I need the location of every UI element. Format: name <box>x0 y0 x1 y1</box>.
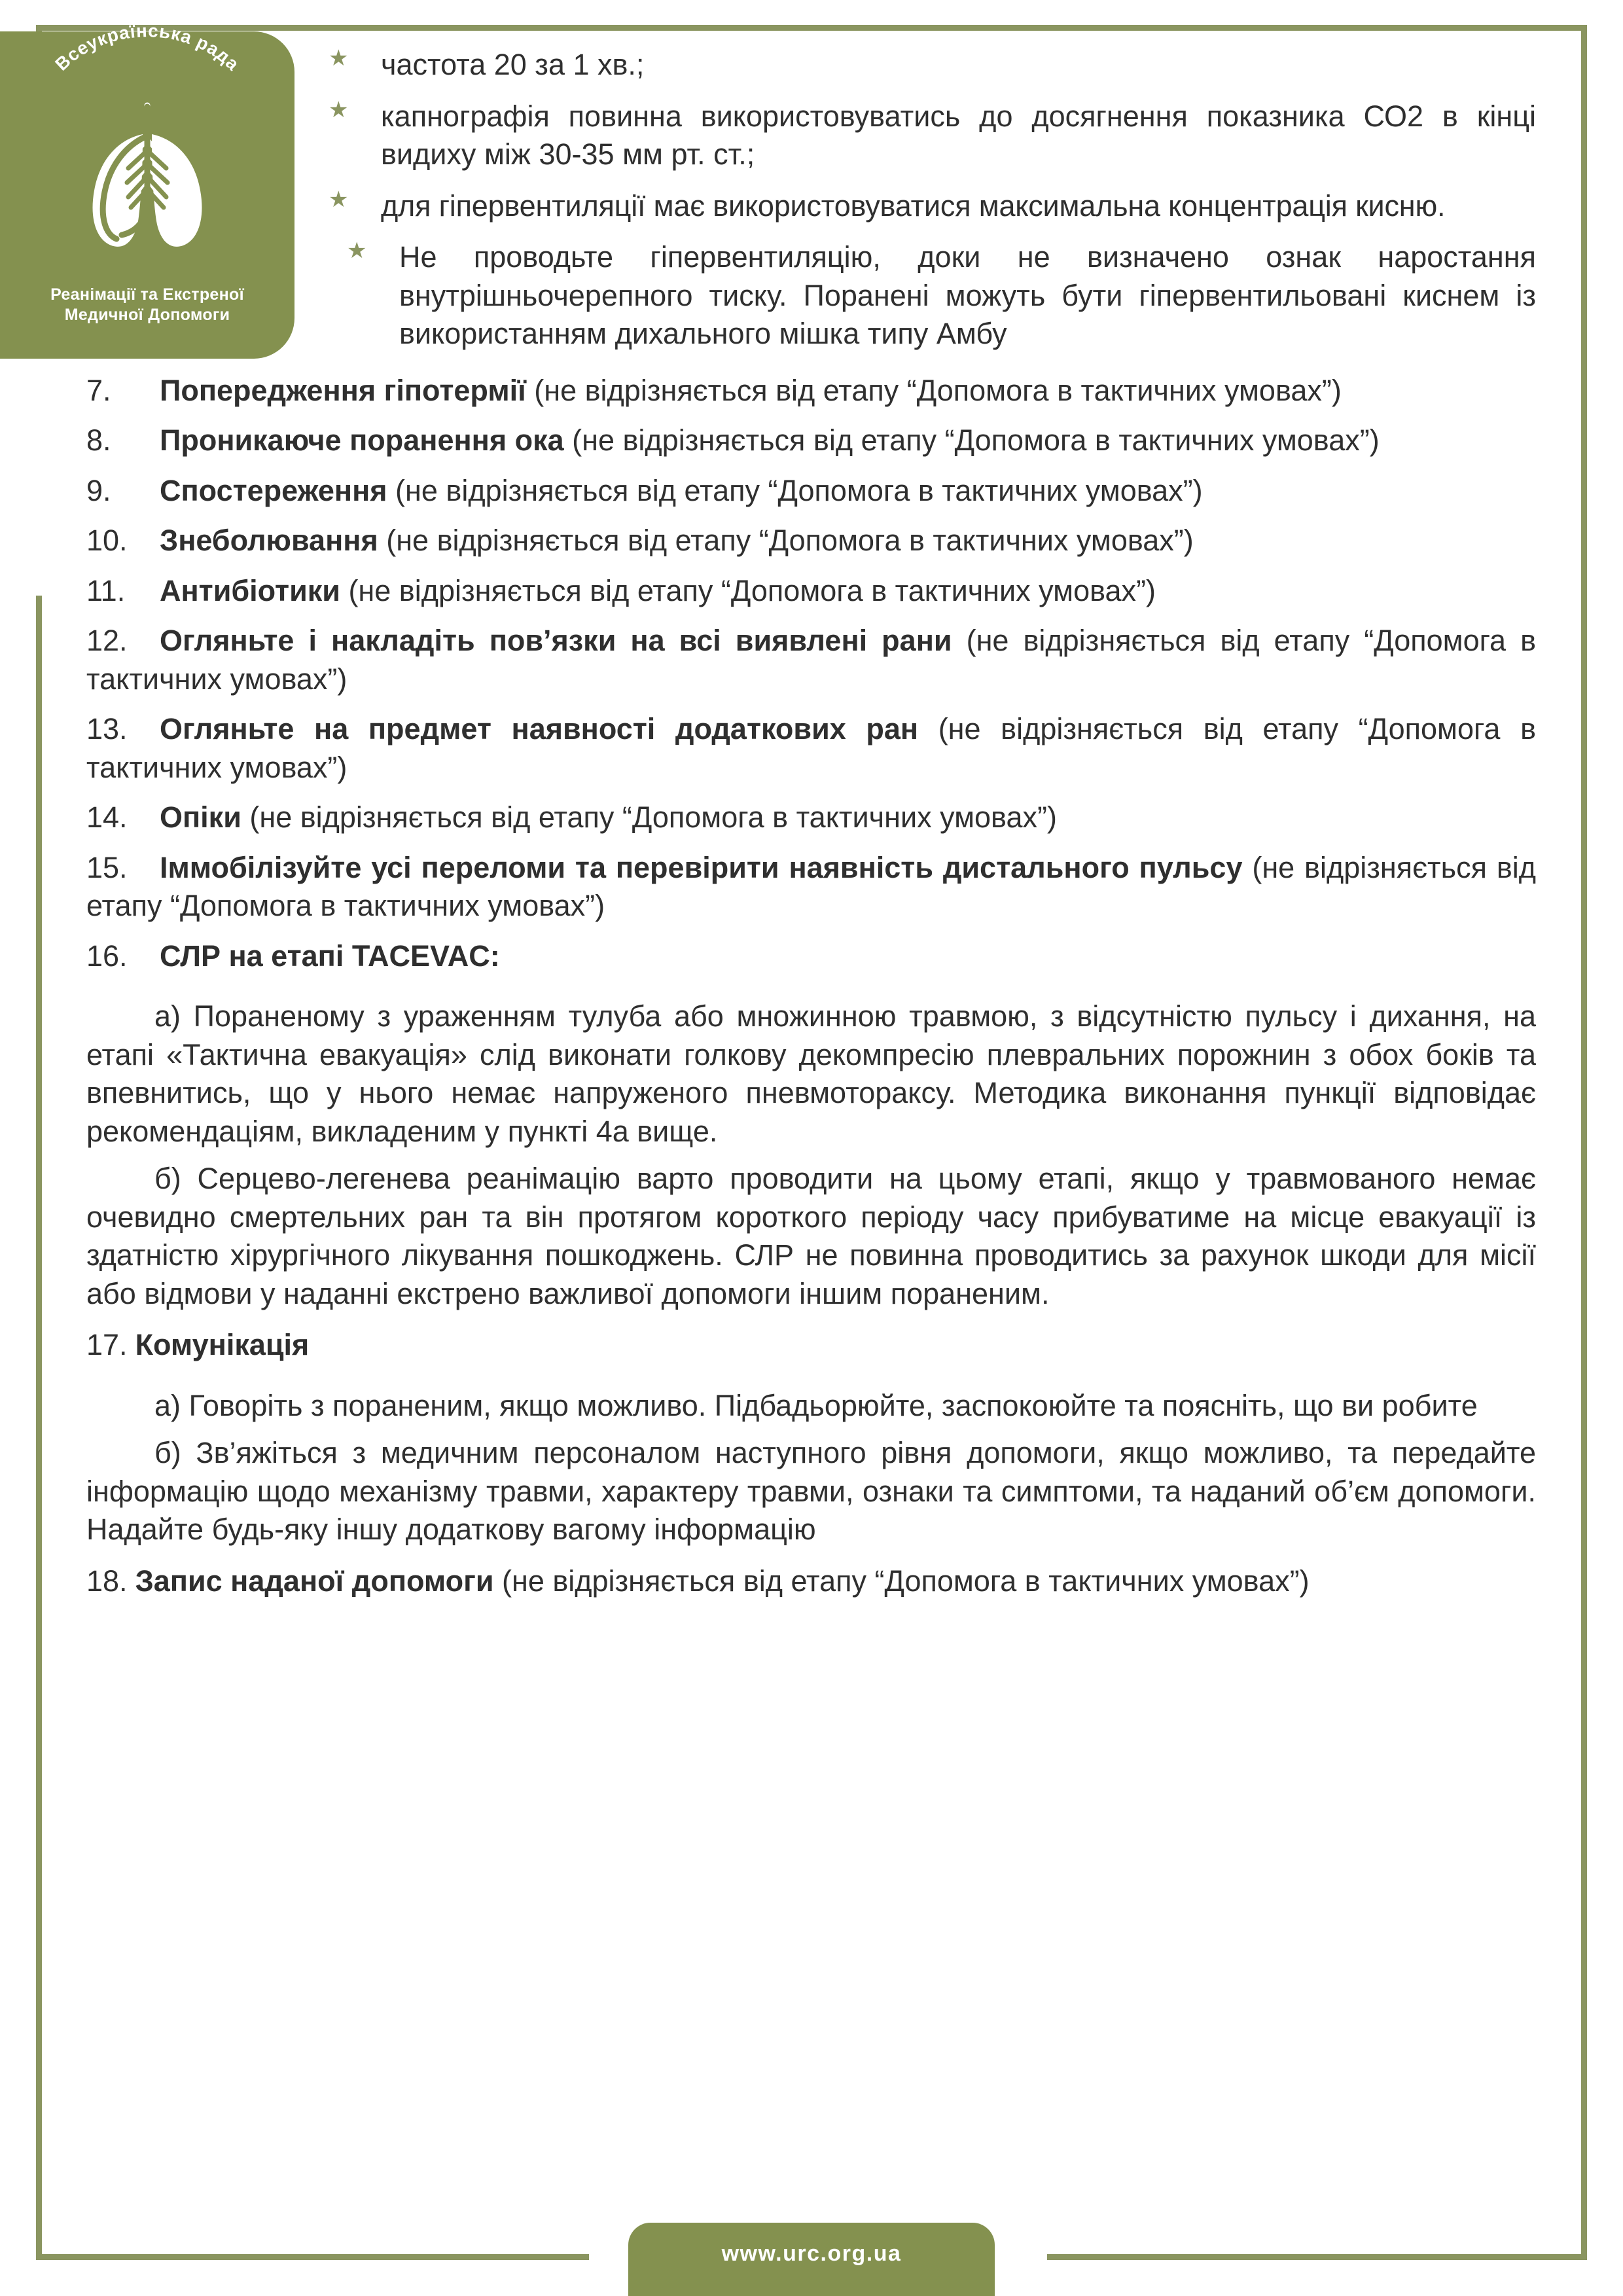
item-number: 11. <box>86 573 126 607</box>
item-number: 17. <box>86 1328 128 1361</box>
list-item-15 <box>86 849 1536 925</box>
item16-paragraph-b: б) Серцево-легенева реанімацію варто проводити на цьому етапі, якщо у травмованого немає очевидно смертельних ран та він протягом короткого періоду часу прибуватиме на місце евакуації із здатністю хірургічного лікування пошкоджень. СЛР не повинна проводитись за рахунок шкоди для місії або відмови у наданні екстрено важливої допомоги іншим пораненим. <box>86 1162 1536 1310</box>
item-title: Запис наданої допомоги <box>135 1564 494 1598</box>
item-title: Попередження гіпотермії <box>160 373 526 407</box>
bullet-list <box>322 46 1536 353</box>
item-title: Огляньте на предмет наявності додаткових ран <box>160 712 919 745</box>
item-number: 16. <box>86 939 128 973</box>
item-number: 10. <box>86 524 128 557</box>
list-item-13 <box>86 710 1536 787</box>
item-note: (не відрізняється від етапу “Допомога в тактичних умовах”) <box>86 624 1537 696</box>
star-bullet-icon: ★ <box>329 187 349 212</box>
item-number: 7. <box>86 373 111 407</box>
list-item-16 <box>86 937 1536 976</box>
item-note: (не відрізняється від етапу “Допомога в тактичних умовах”) <box>340 573 1156 607</box>
item-number: 8. <box>86 423 111 457</box>
item-number: 9. <box>86 473 111 507</box>
bullet-text: частота 20 за 1 хв.; <box>381 48 645 81</box>
item-title: Антибіотики <box>160 573 340 607</box>
item-note: (не відрізняється від етапу “Допомога в тактичних умовах”) <box>563 423 1380 457</box>
star-bullet-icon: ★ <box>329 46 349 71</box>
bullet-item <box>322 187 1536 226</box>
item-title: Опіки <box>160 800 241 834</box>
bullet-item <box>322 98 1536 174</box>
item-title: СЛР на етапі TACEVAC: <box>160 939 500 973</box>
footer-bar <box>628 2223 995 2296</box>
spacer <box>86 1376 1536 1387</box>
bullet-item <box>322 46 1536 84</box>
spacer <box>86 987 1536 997</box>
item-number: 13. <box>86 712 128 745</box>
star-bullet-icon: ★ <box>347 238 367 263</box>
bullet-text: капнографія повинна використовуватись до досягнення показника СО2 в кінці видиху між 30-35 мм рт. ст.; <box>381 99 1536 171</box>
bullet-text: для гіпервентиляції має використовуватися максимальна концентрація кисню. <box>381 188 1446 223</box>
item17-paragraph-b: б) Зв’яжіться з медичним персоналом наступного рівня допомоги, якщо можливо, та передайте інформацію щодо механізму травми, характеру травми, ознаки та симптоми, та наданий об’єм допомоги. Надайте будь-яку іншу додаткову вагому інформацію <box>86 1436 1536 1546</box>
item-title: Іммобілізуйте усі переломи та перевірити наявність дистального пульсу <box>160 850 1243 884</box>
bullet-item <box>322 238 1536 353</box>
list-item-17 <box>86 1326 1536 1365</box>
item-note: (не відрізняється від етапу “Допомога в тактичних умовах”) <box>387 473 1203 507</box>
list-item-9 <box>86 472 1536 511</box>
item17-paragraph-a: а) Говоріть з пораненим, якщо можливо. Підбадьорюйте, заспокоюйте та поясніть, що ви робите <box>154 1388 1478 1422</box>
item-note: (не відрізняється від етапу “Допомога в тактичних умовах”) <box>493 1564 1310 1598</box>
item-number: 14. <box>86 800 128 834</box>
bullet-text: Не проводьте гіпервентиляцію, доки не визначено ознак наростання внутрішньочерепного тиску. Поранені можуть бути гіпервентильовані киснем із використанням дихального мішка типу Амбу <box>399 240 1536 350</box>
website-url[interactable]: www.urc.org.ua <box>721 2241 902 2266</box>
item-note: (не відрізняється від етапу “Допомога в тактичних умовах”) <box>241 800 1057 834</box>
item-note: (не відрізняється від етапу “Допомога в тактичних умовах”) <box>378 524 1194 557</box>
numbered-list <box>86 372 1536 976</box>
item-title: Спостереження <box>160 473 387 507</box>
item-note: (не відрізняється від етапу “Допомога в тактичних умовах”) <box>526 373 1342 407</box>
item-title: Огляньте і накладіть пов’язки на всі виявлені рани <box>160 624 952 657</box>
document-body <box>86 46 1536 1612</box>
item-title: Проникаюче поранення ока <box>160 423 564 457</box>
list-item-8 <box>86 422 1536 460</box>
list-item-18 <box>86 1562 1536 1601</box>
item-number: 12. <box>86 624 128 657</box>
list-item-14 <box>86 798 1536 837</box>
list-item-12 <box>86 622 1536 698</box>
list-item-11 <box>86 572 1536 611</box>
star-bullet-icon: ★ <box>329 97 349 122</box>
logo-subtitle-line-2: Медичної Допомоги <box>64 305 230 324</box>
item-title: Комунікація <box>135 1328 310 1361</box>
list-item-10 <box>86 522 1536 560</box>
item-note: (не відрізняється від етапу “Допомога в тактичних умовах”) <box>86 850 1536 922</box>
logo-arc-label: Всеукраїнська рада <box>51 20 244 75</box>
list-item-7 <box>86 372 1536 410</box>
item16-paragraph-a: а) Пораненому з ураженням тулуба або множинною травмою, з відсутністю пульсу і дихання, на етапі «Тактична евакуація» слід виконати голкову декомпресію плевральних порожнин з обох боків та впевнитись, що у нього немає напруженого пневмотораксу. Методика виконання пункції відповідає рекомендаціям, викладеним у пункті 4а вище. <box>86 999 1536 1148</box>
item-number: 15. <box>86 850 128 884</box>
item-number: 18. <box>86 1564 128 1598</box>
logo-subtitle-line-1: Реанімації та Екстреної <box>50 285 244 304</box>
item-note: (не відрізняється від етапу “Допомога в тактичних умовах”) <box>86 712 1536 784</box>
item-title: Знеболювання <box>160 524 378 557</box>
